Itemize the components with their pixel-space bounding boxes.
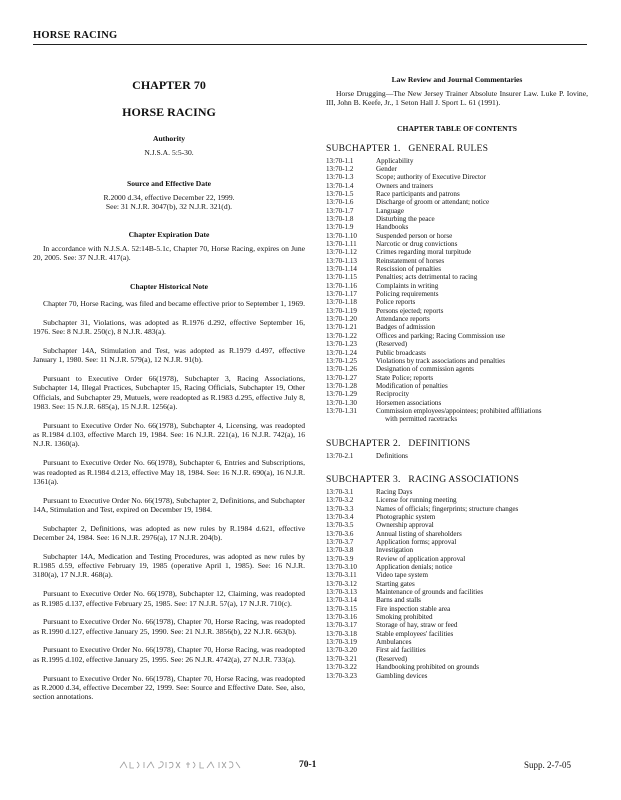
- section-number: [326, 415, 376, 423]
- toc-row: [326, 407, 588, 415]
- section-number: 13:70-1.2: [326, 164, 354, 173]
- section-title: Ownership approval: [376, 521, 434, 530]
- history-paragraph: Pursuant to Executive Order No. 66(1978), Chapter 70, Horse Racing, was readopted as R.2000 d.34, effective December 22, 1999. See: Source and Effective Date. See, also, section annotations.: [33, 673, 305, 702]
- section-number: 13:70-1.30: [326, 398, 357, 407]
- toc-row: [326, 240, 588, 248]
- section-number: 13:70-3.17: [326, 621, 357, 630]
- toc-row: [326, 605, 588, 613]
- section-title: Commission employees/appointees; prohibited affiliations: [376, 406, 542, 415]
- toc-row: [326, 580, 588, 588]
- section-title: (Reserved): [376, 654, 408, 663]
- toc-row: [326, 663, 588, 671]
- section-title: Crimes regarding moral turpitude: [376, 248, 472, 257]
- toc-row: [326, 399, 588, 407]
- section-number: 13:70-1.22: [326, 331, 357, 340]
- toc-row: [326, 323, 588, 331]
- section-number: 13:70-1.25: [326, 356, 357, 365]
- subchapter-section-list: [326, 452, 588, 460]
- toc-row: [326, 198, 588, 206]
- section-title: Public broadcasts: [376, 348, 426, 357]
- history-paragraph: Subchapter 14A, Medication and Testing Procedures, was adopted as new rules by R.1985 d.59, effective February 19, 1985 (operative April 1, 1985). See: 16 N.J.R. 3180(a), 17 N.J.R. 468(a).: [33, 551, 305, 580]
- history-paragraph: Pursuant to Executive Order No. 66(1978), Subchapter 2, Definitions, and Subchapter 14A, Stimulation and Test, expired on December 19, 1984.: [33, 495, 305, 514]
- section-title: Badges of admission: [376, 323, 436, 332]
- section-title: Rescission of penalties: [376, 265, 442, 274]
- section-number: 13:70-3.13: [326, 588, 357, 597]
- section-title: Gambling devices: [376, 671, 428, 680]
- history-heading: Chapter Historical Note: [130, 282, 208, 292]
- history-paragraph: Pursuant to Executive Order No. 66(1978), Chapter 70, Horse Racing, was readopted as R.1995 d.102, effective January 25, 1995. See: 26 N.J.R. 4742(a), 27 N.J.R. 733(a).: [33, 645, 305, 664]
- toc-row: [326, 513, 588, 521]
- toc-row: [326, 315, 588, 323]
- running-header-title: HORSE RACING: [33, 30, 118, 41]
- section-title: Scope; authority of Executive Director: [376, 173, 486, 182]
- section-number: 13:70-1.7: [326, 206, 354, 215]
- toc-row: [326, 638, 588, 646]
- section-number: 13:70-3.3: [326, 504, 354, 513]
- toc-row: [326, 530, 588, 538]
- section-title: Application denials; notice: [376, 563, 453, 572]
- toc-row: [326, 621, 588, 629]
- toc-row: [326, 223, 588, 231]
- section-title: Language: [376, 206, 404, 215]
- toc-row: [326, 157, 588, 165]
- section-number: 13:70-1.10: [326, 231, 357, 240]
- section-number: 13:70-1.19: [326, 306, 357, 315]
- section-title: Gender: [376, 164, 397, 173]
- section-number: 13:70-1.18: [326, 298, 357, 307]
- toc-row: [326, 452, 588, 460]
- section-number: 13:70-3.10: [326, 563, 357, 572]
- section-number: 13:70-1.5: [326, 189, 354, 198]
- section-title: Application forms; approval: [376, 538, 457, 546]
- toc-row: [326, 672, 588, 680]
- section-title: Race participants and patrons: [376, 189, 460, 198]
- right-column: [326, 75, 588, 680]
- toc-row: [326, 563, 588, 571]
- section-title: Police reports: [376, 298, 416, 307]
- section-title: Discharge of groom or attendant; notice: [376, 198, 490, 207]
- section-number: 13:70-1.13: [326, 256, 357, 265]
- section-title: Racing Days: [376, 487, 413, 496]
- section-title: Investigation: [376, 546, 414, 555]
- section-title: Offices and parking; Racing Commission use: [376, 331, 505, 340]
- library-stamp-image: [118, 759, 242, 771]
- section-number: 13:70-3.14: [326, 596, 357, 605]
- toc-row: [326, 357, 588, 365]
- section-number: 13:70-1.12: [326, 248, 357, 257]
- section-number: 13:70-3.16: [326, 613, 357, 622]
- toc-row: [326, 257, 588, 265]
- toc-row: [326, 505, 588, 513]
- section-title: License for running meeting: [376, 496, 457, 505]
- history-paragraph: Pursuant to Executive Order No. 66(1978), Subchapter 4, Licensing, was readopted as R.1984 d.103, effective March 19, 1984. See: 16 N.J.R. 221(a), 16 N.J.R. 742(a), 16 N.J.R. 1360(a).: [33, 420, 305, 449]
- section-number: 13:70-3.20: [326, 646, 357, 655]
- section-title: Modification of penalties: [376, 381, 448, 390]
- section-number: 13:70-1.29: [326, 390, 357, 399]
- section-number: 13:70-1.1: [326, 156, 354, 165]
- section-title: Photographic system: [376, 512, 436, 521]
- toc-row: [326, 496, 588, 504]
- toc-row: [326, 555, 588, 563]
- section-title: Attendance reports: [376, 315, 430, 324]
- law-review-text: Horse Drugging—The New Jersey Trainer Absolute Insurer Law. Luke P. Iovine, III, John B. Keefe, Jr., 1 Seton Hall J. Sport L. 61 (1991).: [326, 89, 588, 108]
- toc-row: [326, 596, 588, 604]
- section-number: 13:70-3.11: [326, 571, 357, 580]
- section-title: Reciprocity: [376, 390, 410, 399]
- toc-row: [326, 298, 588, 306]
- toc-row: [326, 538, 588, 546]
- section-title: Barns and stalls: [376, 596, 421, 605]
- toc-row: [326, 521, 588, 529]
- section-number: 13:70-1.20: [326, 315, 357, 324]
- section-title: Complaints in writing: [376, 281, 439, 290]
- supplement-date: Supp. 2-7-05: [524, 760, 571, 770]
- toc-row: [326, 382, 588, 390]
- section-number: 13:70-3.7: [326, 538, 354, 546]
- section-number: 13:70-3.22: [326, 663, 357, 672]
- toc-row: [326, 165, 588, 173]
- history-paragraphs: [33, 299, 305, 701]
- section-title: Fire inspection stable area: [376, 604, 451, 613]
- subchapter-section-list: [326, 157, 588, 424]
- toc-row: [326, 546, 588, 554]
- source-line-1: R.2000 d.34, effective December 22, 1999.: [103, 193, 235, 202]
- source-line-2: See: 31 N.J.R. 3047(b), 32 N.J.R. 321(d).: [105, 202, 233, 212]
- history-paragraph: Subchapter 14A, Stimulation and Test, was adopted as R.1979 d.497, effective January 1, 1980. See: 11 N.J.R. 579(a), 12 N.J.R. 91(b).: [33, 346, 305, 365]
- source-heading: Source and Effective Date: [126, 179, 211, 188]
- section-title: Storage of hay, straw or feed: [376, 621, 458, 630]
- toc-row: [326, 630, 588, 638]
- section-number: 13:70-3.9: [326, 554, 354, 563]
- section-title: Applicability: [376, 156, 414, 165]
- section-number: 13:70-1.8: [326, 215, 354, 223]
- left-column: [33, 75, 305, 701]
- toc-row: [326, 207, 588, 215]
- chapter-name: HORSE RACING: [122, 105, 216, 119]
- section-title: Narcotic or drug convictions: [376, 240, 458, 249]
- toc-row: [326, 215, 588, 223]
- section-title: Handbooks: [376, 223, 409, 232]
- section-number: 13:70-1.24: [326, 348, 357, 357]
- section-title: Video tape system: [376, 571, 428, 580]
- subchapter-heading: SUBCHAPTER 1. GENERAL RULES: [326, 142, 489, 154]
- law-review-heading: Law Review and Journal Commentaries: [391, 75, 523, 84]
- section-title: First aid facilities: [376, 646, 426, 655]
- toc-row: [326, 248, 588, 256]
- section-title: Names of officials; fingerprints; structure changes: [376, 504, 519, 513]
- section-number: 13:70-1.27: [326, 373, 357, 382]
- section-title: Policing requirements: [376, 290, 439, 299]
- section-number: 13:70-3.5: [326, 521, 354, 530]
- chapter-number: CHAPTER 70: [132, 78, 206, 92]
- section-title: Review of application approval: [376, 554, 466, 563]
- history-paragraph: Pursuant to Executive Order No. 66(1978), Subchapter 6, Entries and Subscriptions, was readopted as R.1984 d.213, effective May 18, 1984. See: 16 N.J.R. 690(a), 16 N.J.R. 1361(a).: [33, 458, 305, 486]
- section-title: Suspended person or horse: [376, 231, 453, 240]
- section-title: Smoking prohibited: [376, 613, 433, 622]
- toc-row: [326, 488, 588, 496]
- section-title: Annual listing of shareholders: [376, 529, 462, 538]
- toc-row: [326, 190, 588, 198]
- section-number: 13:70-1.31: [326, 406, 357, 415]
- section-title: Persons ejected; reports: [376, 306, 444, 315]
- section-title: Penalties; acts detrimental to racing: [376, 273, 478, 282]
- header-rule: [33, 44, 587, 45]
- page-number: 70-1: [299, 760, 317, 770]
- section-number: 13:70-1.15: [326, 273, 357, 282]
- toc-row: [326, 571, 588, 579]
- toc-row: [326, 232, 588, 240]
- toc-row: [326, 282, 588, 290]
- subchapter-heading: SUBCHAPTER 3. RACING ASSOCIATIONS: [326, 473, 520, 485]
- section-title: Horsemen associations: [376, 398, 442, 407]
- section-title: Reinstatement of horses: [376, 256, 445, 265]
- section-number: 13:70-3.23: [326, 671, 357, 680]
- section-title: Starting gates: [376, 579, 415, 588]
- section-number: 13:70-3.15: [326, 604, 357, 613]
- section-number: 13:70-1.14: [326, 265, 357, 274]
- toc-row: [326, 374, 588, 382]
- section-title: Ambulances: [376, 638, 412, 647]
- section-number: 13:70-1.6: [326, 198, 354, 207]
- subchapter-section-list: [326, 488, 588, 680]
- toc-row: [326, 588, 588, 596]
- section-number: 13:70-2.1: [326, 451, 354, 460]
- section-number: 13:70-1.21: [326, 323, 357, 332]
- section-number: 13:70-3.6: [326, 529, 354, 538]
- section-number: 13:70-3.21: [326, 654, 357, 663]
- toc-row: [326, 273, 588, 281]
- history-paragraph: Pursuant to Executive Order No. 66(1978), Subchapter 12, Claiming, was readopted as R.1985 d.137, effective February 25, 1985. See: 17 N.J.R. 57(a), 17 N.J.R. 710(c).: [33, 589, 305, 608]
- toc-row: [326, 365, 588, 373]
- section-title: (Reserved): [376, 340, 408, 349]
- section-title: Stable employees' facilities: [376, 629, 454, 638]
- table-of-contents: [326, 143, 588, 680]
- section-number: 13:70-1.16: [326, 281, 357, 290]
- section-number: 13:70-3.18: [326, 629, 357, 638]
- section-number: 13:70-1.4: [326, 181, 354, 190]
- section-number: 13:70-3.19: [326, 638, 357, 647]
- toc-row: [326, 332, 588, 340]
- section-title: Handbooking prohibited on grounds: [376, 663, 480, 672]
- authority-heading: Authority: [152, 134, 186, 143]
- history-paragraph: Subchapter 2, Definitions, was adopted as new rules by R.1984 d.621, effective December 24, 1984. See: 16 N.J.R. 2976(a), 17 N.J.R. 204(b).: [33, 523, 305, 543]
- toc-row: [326, 349, 588, 357]
- section-number: 13:70-1.3: [326, 173, 354, 182]
- section-number: 13:70-1.26: [326, 365, 357, 374]
- toc-row: [326, 290, 588, 298]
- history-paragraph: Chapter 70, Horse Racing, was filed and became effective prior to September 1, 1969.: [43, 299, 305, 309]
- section-number: 13:70-3.12: [326, 579, 357, 588]
- expiration-heading: Chapter Expiration Date: [128, 229, 210, 239]
- section-number: 13:70-1.28: [326, 381, 357, 390]
- toc-row: [326, 265, 588, 273]
- section-title: Disturbing the peace: [376, 215, 435, 223]
- toc-row: [326, 390, 588, 398]
- section-number: 13:70-3.2: [326, 496, 354, 505]
- authority-text: N.J.S.A. 5:5-30.: [144, 148, 194, 157]
- toc-row: [326, 655, 588, 663]
- section-number: 13:70-3.8: [326, 546, 354, 555]
- section-title: Designation of commission agents: [376, 365, 474, 374]
- history-paragraph: Subchapter 31, Violations, was adopted as R.1976 d.292, effective September 16, 1976. See: 8 N.J.R. 250(c), 8 N.J.R. 483(a).: [33, 317, 305, 337]
- section-title: Owners and trainers: [376, 181, 434, 190]
- toc-row: [326, 646, 588, 654]
- section-title: Maintenance of grounds and facilities: [376, 588, 484, 597]
- toc-row: [326, 613, 588, 621]
- history-paragraph: Pursuant to Executive Order No. 66(1978), Chapter 70, Horse Racing, was readopted as R.1990 d.127, effective January 25, 1990. See: 21 N.J.R. 3856(b), 22 N.J.R. 663(b).: [33, 617, 305, 636]
- section-number: 13:70-3.1: [326, 487, 354, 496]
- section-title: Definitions: [376, 451, 408, 460]
- section-title: with permitted racetracks: [385, 415, 458, 424]
- toc-row: [326, 307, 588, 315]
- toc-heading: CHAPTER TABLE OF CONTENTS: [397, 123, 517, 133]
- section-title: Violations by track associations and penalties: [376, 356, 506, 365]
- toc-row: [326, 182, 588, 190]
- section-number: 13:70-1.23: [326, 340, 357, 349]
- subchapter-heading: SUBCHAPTER 2. DEFINITIONS: [326, 437, 471, 449]
- section-title: State Police; reports: [376, 373, 434, 382]
- toc-row: [326, 173, 588, 181]
- section-number: 13:70-1.17: [326, 290, 357, 299]
- section-number: 13:70-3.4: [326, 512, 354, 521]
- expiration-text: In accordance with N.J.S.A. 52:14B-5.1c, Chapter 70, Horse Racing, expires on June 20, 2005. See: 37 N.J.R. 417(a).: [33, 243, 305, 262]
- history-paragraph: Pursuant to Executive Order 66(1978), Subchapter 3, Racing Associations, Subchapter 14, Illegal Practices, Subchapter 15, Racing Officials, Subchapter 19, Other Officials, and Subchapter 29, Mutuels, were readopted as R.1983 d.295, effective July 8, 1983. See: 15 N.J.R. 685(a), 15 N.J.R. 1256(a).: [33, 374, 305, 412]
- section-number: 13:70-1.9: [326, 223, 354, 232]
- section-number: 13:70-1.11: [326, 240, 357, 249]
- toc-row: [326, 415, 588, 423]
- toc-row: [326, 340, 588, 348]
